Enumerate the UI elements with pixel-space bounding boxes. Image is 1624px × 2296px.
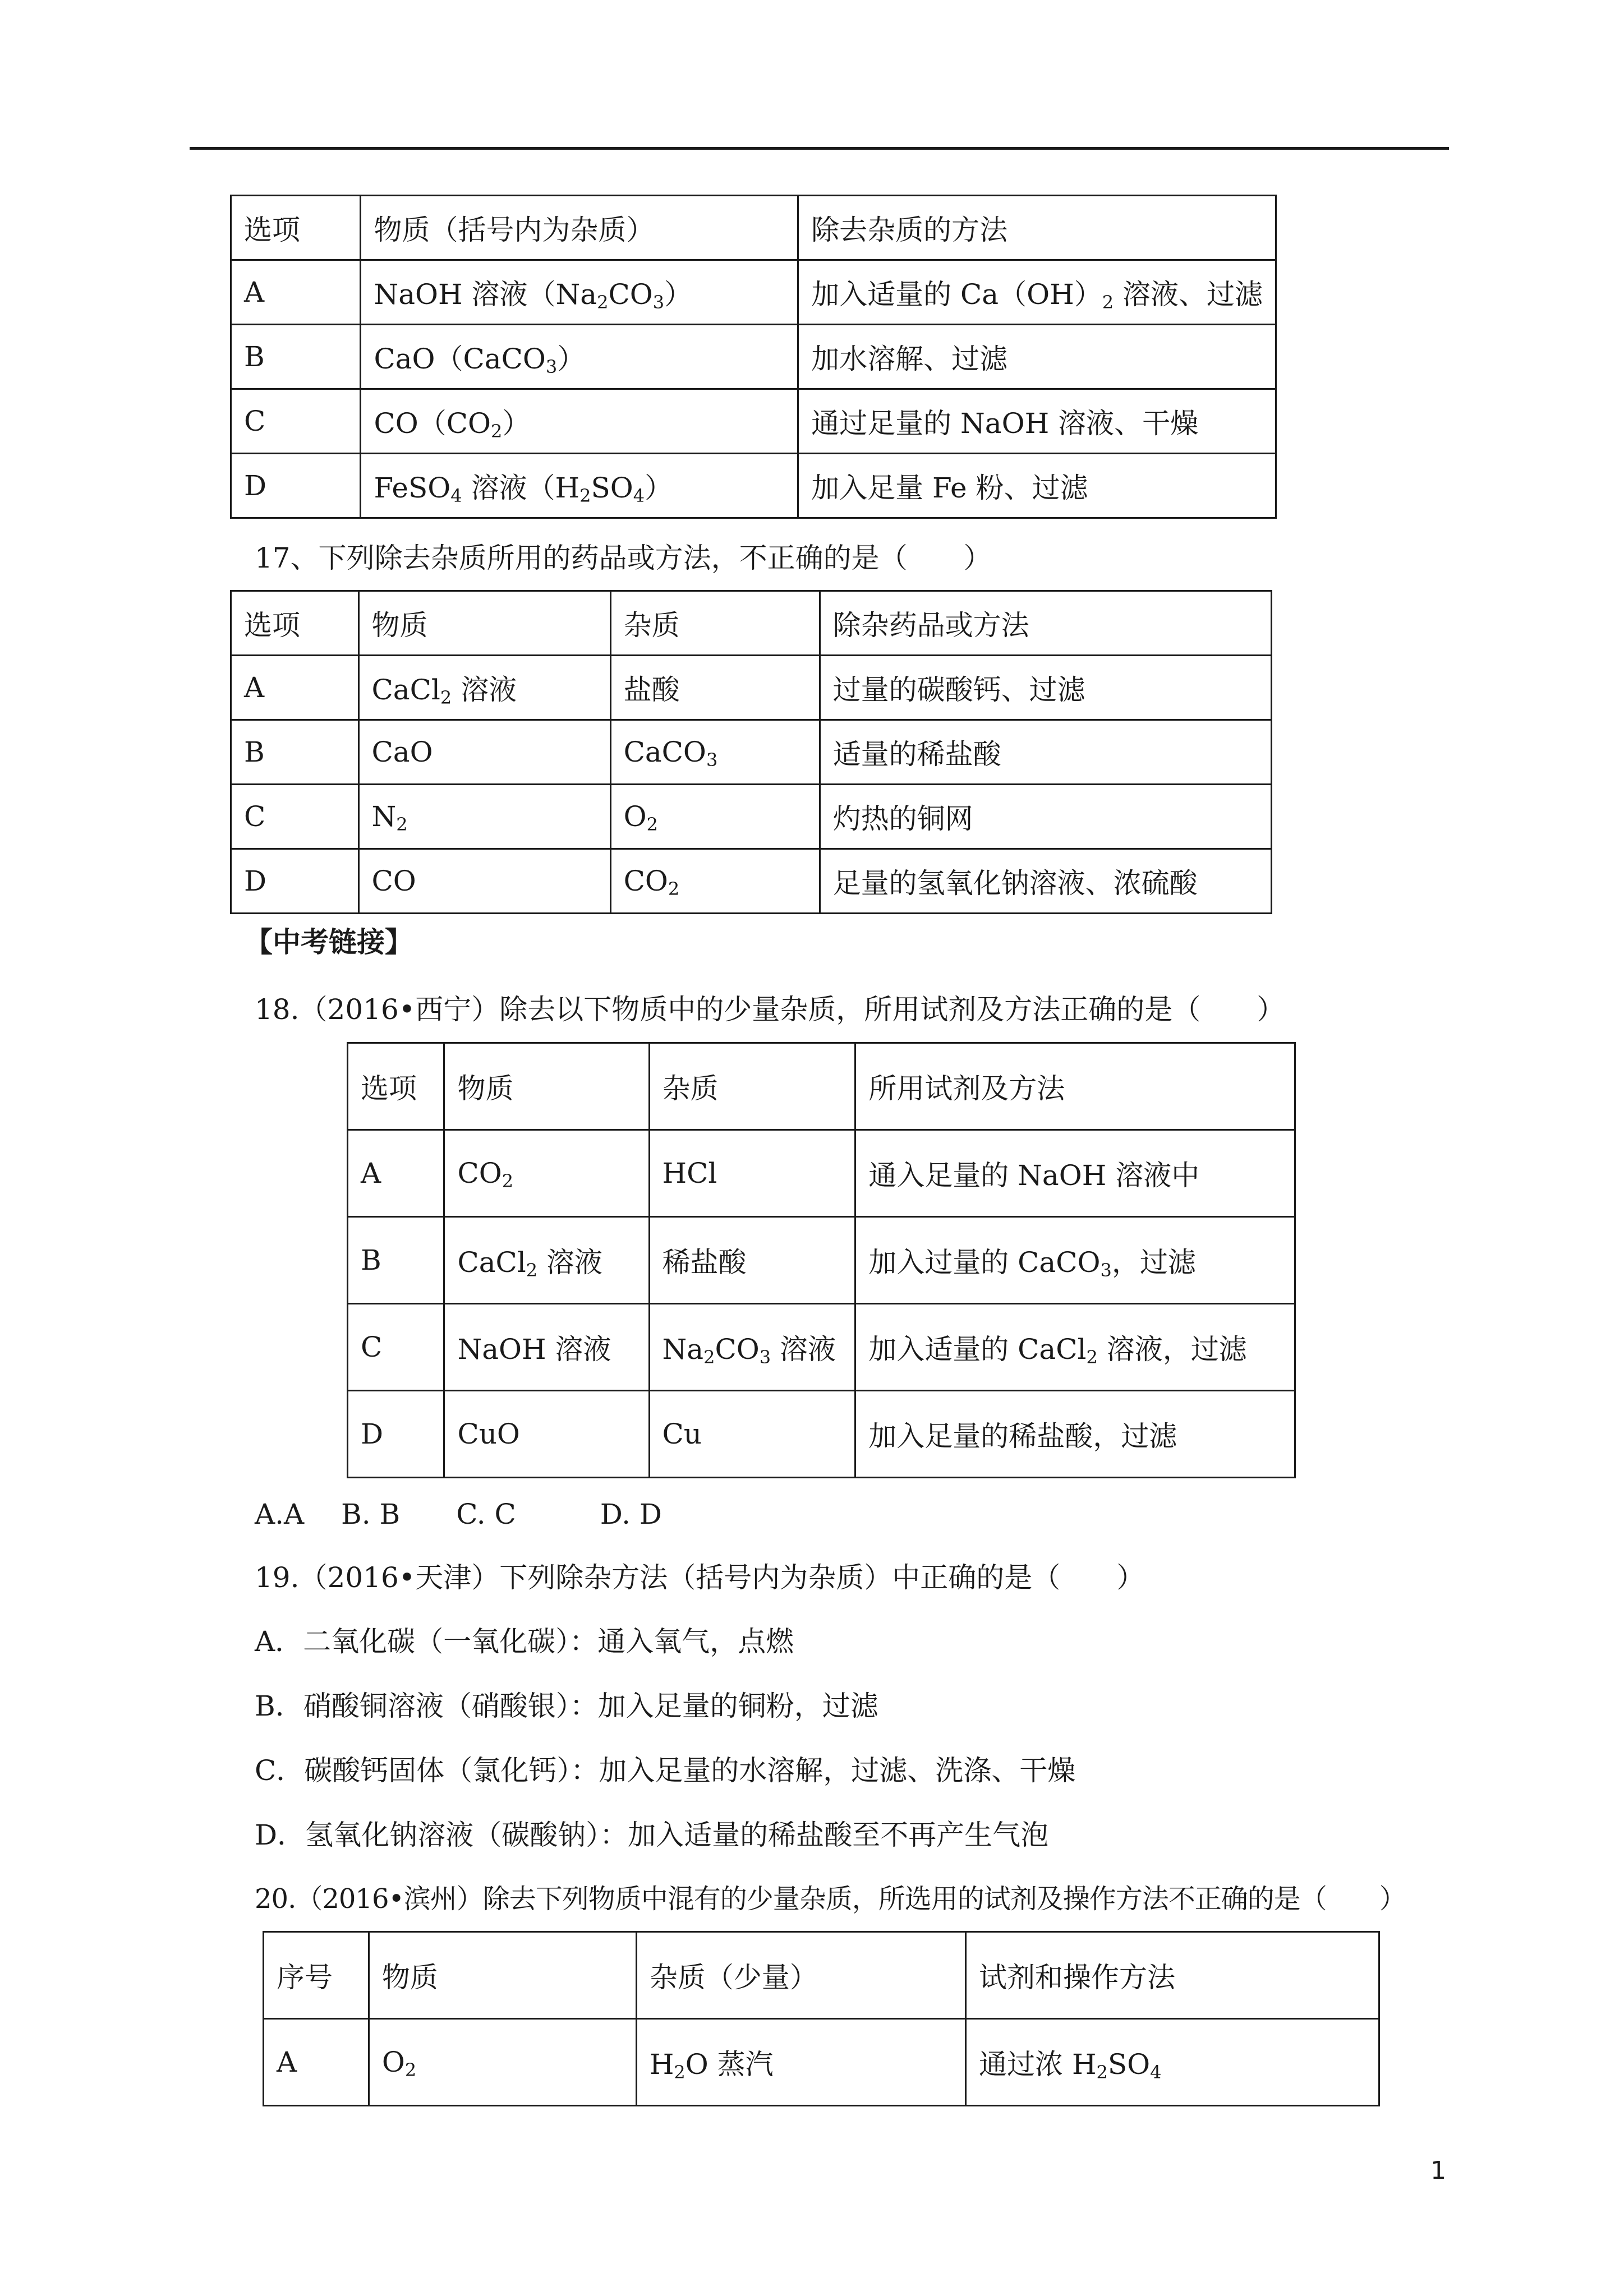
question-18-table-header-row [348,1043,1295,1130]
question-17-table-cell: 灼热的铜网 [820,785,1271,849]
impurity-table-top-cell: CaO（CaCO$_3$） [361,325,798,389]
question-18-table-cell: A [348,1130,444,1217]
question-18-table-cell: 通入足量的 NaOH 溶液中 [855,1130,1295,1217]
question-18-table-cell: 选项 [348,1043,444,1130]
question-18-table-cell: 加入足量的稀盐酸，过滤 [855,1391,1295,1478]
question-19-option-c: C．碳酸钙固体（氯化钙）：加入足量的水溶解，过滤、洗涤、干燥 [255,1754,1076,1787]
impurity-table-top-header-row [231,196,1276,260]
question-17-table-cell: CO [358,849,610,914]
question-17-table [230,590,1272,914]
impurity-table-top [230,195,1277,519]
question-18-table-cell: CuO [444,1391,649,1478]
question-20-table [263,1931,1380,2106]
question-20-table-cell: $O_2$ [369,2019,636,2106]
table-row [231,260,1276,325]
impurity-table-top-cell: NaOH 溶液$(Na_2CO_3)$ [361,260,798,325]
impurity-table-top-cell: 选项 [231,196,361,260]
table-row [348,1217,1295,1304]
header-rule [190,147,1449,150]
question-17-table-cell: CaCl$_2$ 溶液 [358,656,610,720]
question-20-table-cell: $H_2O$ 蒸汽 [636,2019,965,2106]
question-17-table-cell: $O_2$ [610,785,820,849]
table-row [231,325,1276,389]
impurity-table-top-cell: D [231,454,361,518]
question-17-table-cell: $N_2$ [358,785,610,849]
impurity-table-top-cell: $CO(CO_2)$ [361,389,798,454]
question-18-table-cell: CaCl$_2$ 溶液 [444,1217,649,1304]
question-18-table-cell: 物质 [444,1043,649,1130]
question-19-option-b: B．硝酸铜溶液（硝酸银）：加入足量的铜粉，过滤 [255,1690,878,1722]
impurity-table-top-cell: 加入适量的 $Ca(OH)_2$ 溶液、过滤 [798,260,1276,325]
page-number: 1 [1430,2156,1446,2185]
question-17-table-cell: A [231,656,359,720]
question-18-text: 18.（2016•西宁）除去以下物质中的少量杂质，所用试剂及方法正确的是（ ） [255,993,1285,1026]
question-18-table-cell: 稀盐酸 [649,1217,855,1304]
question-17-table-header-row [231,591,1272,656]
table-row [348,1130,1295,1217]
impurity-table-top-cell: A [231,260,361,325]
question-20-table-cell: 试剂和操作方法 [966,1932,1379,2019]
question-17-table-cell: 过量的碳酸钙、过滤 [820,656,1271,720]
question-17-table-cell: $CO_2$ [610,849,820,914]
question-18-table-cell: Cu [649,1391,855,1478]
question-18-table-cell: $CO_2$ [444,1130,649,1217]
impurity-table-top-cell: C [231,389,361,454]
question-20-text: 20.（2016•滨州）除去下列物质中混有的少量杂质，所选用的试剂及操作方法不正确的是（ ） [255,1883,1406,1915]
question-19-text: 19.（2016•天津）下列除杂方法（括号内为杂质）中正确的是（ ） [255,1561,1145,1594]
question-17-table-cell: B [231,720,359,785]
question-20-table-header-row [264,1932,1379,2019]
table-row [231,656,1272,720]
question-20-table-cell: 杂质（少量） [636,1932,965,2019]
table-row [231,720,1272,785]
table-row [231,454,1276,518]
question-18-table-cell: HCl [649,1130,855,1217]
section-title: 【中考链接】 [245,925,413,958]
table-row [348,1304,1295,1391]
question-17-table-cell: CaCO$_3$ [610,720,820,785]
question-17-table-cell: D [231,849,359,914]
question-17-table-cell: 适量的稀盐酸 [820,720,1271,785]
question-17-table-cell: C [231,785,359,849]
question-20-table-cell: 序号 [264,1932,369,2019]
impurity-table-top-cell: 物质（括号内为杂质） [361,196,798,260]
question-18-table-cell: B [348,1217,444,1304]
table-row [348,1391,1295,1478]
question-17-table-cell: 选项 [231,591,359,656]
question-17-table-cell: CaO [358,720,610,785]
question-17-table-cell: 物质 [358,591,610,656]
impurity-table-top-cell: 加入足量 Fe 粉、过滤 [798,454,1276,518]
question-20-table-cell: 通过浓 $H_2SO_4$ [966,2019,1379,2106]
impurity-table-top-cell: B [231,325,361,389]
question-18-table-cell: NaOH 溶液 [444,1304,649,1391]
impurity-table-top-cell: 通过足量的 NaOH 溶液、干燥 [798,389,1276,454]
question-18-table-cell: 杂质 [649,1043,855,1130]
question-18-table [347,1042,1296,1478]
question-18-table-cell: 所用试剂及方法 [855,1043,1295,1130]
question-18-table-cell: C [348,1304,444,1391]
question-17-table-cell: 盐酸 [610,656,820,720]
question-17-table-cell: 足量的氢氧化钠溶液、浓硫酸 [820,849,1271,914]
question-18-answers: A.A B. B C. C D. D [255,1498,662,1530]
question-18-table-cell: 加入适量的 CaCl$_2$ 溶液，过滤 [855,1304,1295,1391]
question-18-table-cell: $Na_2CO_3$ 溶液 [649,1304,855,1391]
impurity-table-top-cell: 加水溶解、过滤 [798,325,1276,389]
question-18-table-cell: 加入过量的 CaCO$_3$，过滤 [855,1217,1295,1304]
table-row [231,785,1272,849]
question-18-table-cell: D [348,1391,444,1478]
question-17-table-cell: 除杂药品或方法 [820,591,1271,656]
question-19-option-d: D．氢氧化钠溶液（碳酸钠）：加入适量的稀盐酸至不再产生气泡 [255,1819,1049,1851]
table-row [231,389,1276,454]
table-row [264,2019,1379,2106]
question-19-option-a: A．二氧化碳（一氧化碳）：通入氧气，点燃 [255,1625,794,1658]
question-20-table-cell: A [264,2019,369,2106]
question-17-table-cell: 杂质 [610,591,820,656]
question-20-table-cell: 物质 [369,1932,636,2019]
impurity-table-top-cell: FeSO$_4$ 溶液$(H_2SO_4)$ [361,454,798,518]
impurity-table-top-cell: 除去杂质的方法 [798,196,1276,260]
table-row [231,849,1272,914]
question-17-text: 17、下列除去杂质所用的药品或方法，不正确的是（ ） [255,542,992,574]
